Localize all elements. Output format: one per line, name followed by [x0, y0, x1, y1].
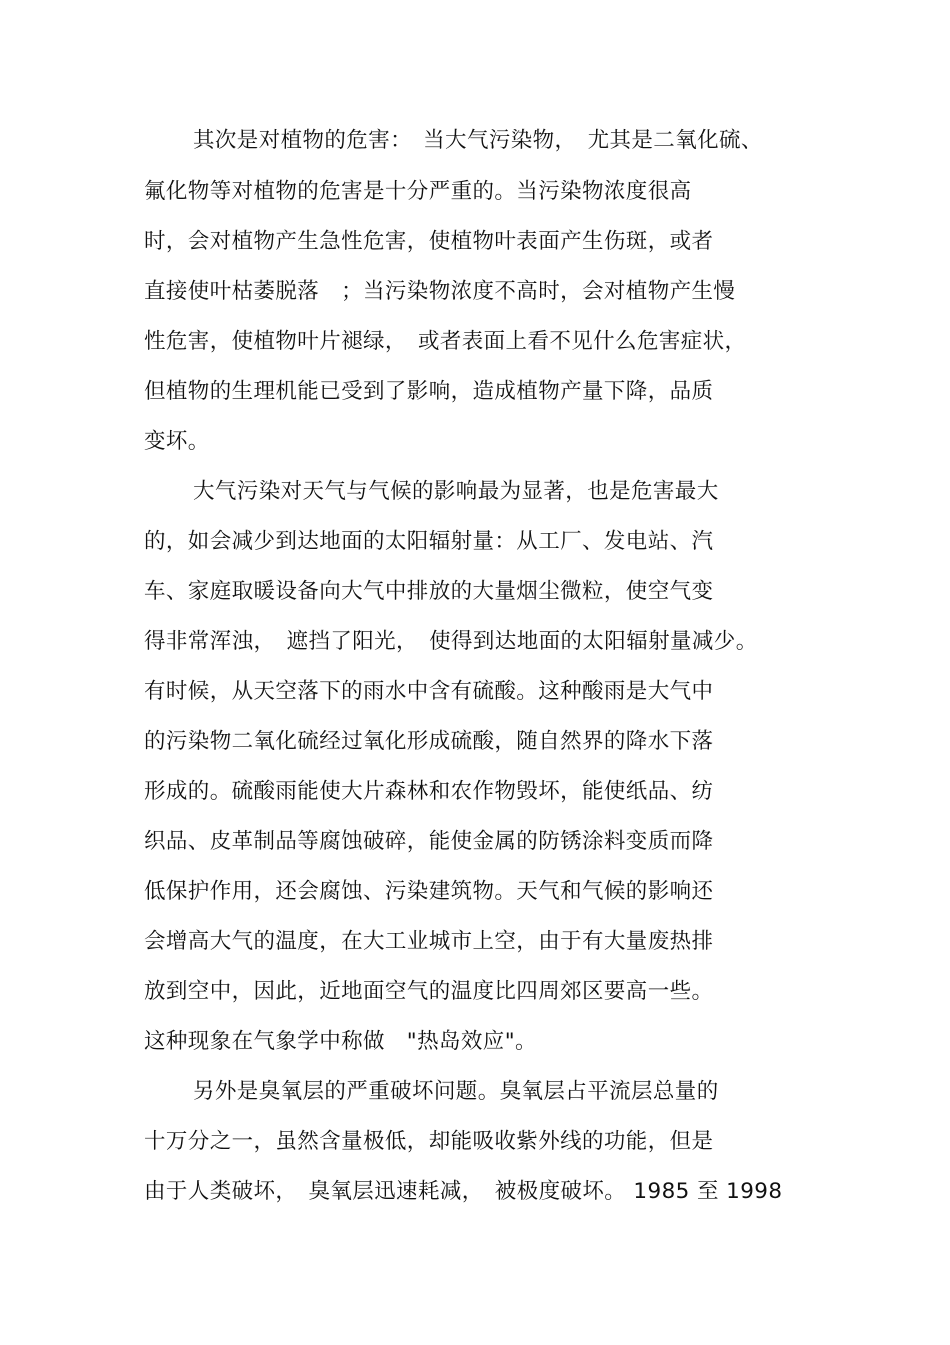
text-line: 十万分之一，虽然含量极低，却能吸收紫外线的功能，但是	[144, 1129, 714, 1154]
text-line: 直接使叶枯萎脱落 ；当污染物浓度不高时，会对植物产生慢	[144, 279, 736, 304]
text-line: 车、家庭取暖设备向大气中排放的大量烟尘微粒，使空气变	[144, 579, 714, 604]
text-line: 得非常浑浊， 遮挡了阳光， 使得到达地面的太阳辐射量减少。	[144, 629, 758, 654]
text-line: 织品、皮革制品等腐蚀破碎，能使金属的防锈涂料变质而降	[144, 829, 714, 854]
text-line: 时，会对植物产生急性危害，使植物叶表面产生伤斑，或者	[144, 229, 714, 254]
text-line: 形成的。硫酸雨能使大片森林和农作物毁坏，能使纸品、纺	[144, 779, 714, 804]
text-line: 性危害，使植物叶片褪绿， 或者表面上看不见什么危害症状，	[144, 329, 747, 354]
text-line: 由于人类破坏， 臭氧层迅速耗减， 被极度破坏。 1985 至 1998	[144, 1179, 783, 1204]
text-line: 的污染物二氧化硫经过氧化形成硫酸，随自然界的降水下落	[144, 729, 714, 754]
text-line: 变坏。	[144, 429, 210, 454]
text-line: 的，如会减少到达地面的太阳辐射量：从工厂、发电站、汽	[144, 529, 714, 554]
text-line: 这种现象在气象学中称做 "热岛效应"。	[144, 1029, 537, 1054]
text-line: 其次是对植物的危害： 当大气污染物， 尤其是二氧化硫、	[193, 128, 763, 153]
text-line: 低保护作用，还会腐蚀、污染建筑物。天气和气候的影响还	[144, 879, 714, 904]
text-line: 大气污染对天气与气候的影响最为显著，也是危害最大	[193, 479, 719, 504]
text-line: 放到空中，因此，近地面空气的温度比四周郊区要高一些。	[144, 979, 714, 1004]
text-line: 有时候，从天空落下的雨水中含有硫酸。这种酸雨是大气中	[144, 679, 714, 704]
text-line: 会增高大气的温度，在大工业城市上空，由于有大量废热排	[144, 929, 714, 954]
text-line: 氟化物等对植物的危害是十分严重的。当污染物浓度很高	[144, 179, 692, 204]
text-line: 但植物的生理机能已受到了影响，造成植物产量下降，品质	[144, 379, 714, 404]
text-line: 另外是臭氧层的严重破坏问题。臭氧层占平流层总量的	[193, 1079, 719, 1104]
